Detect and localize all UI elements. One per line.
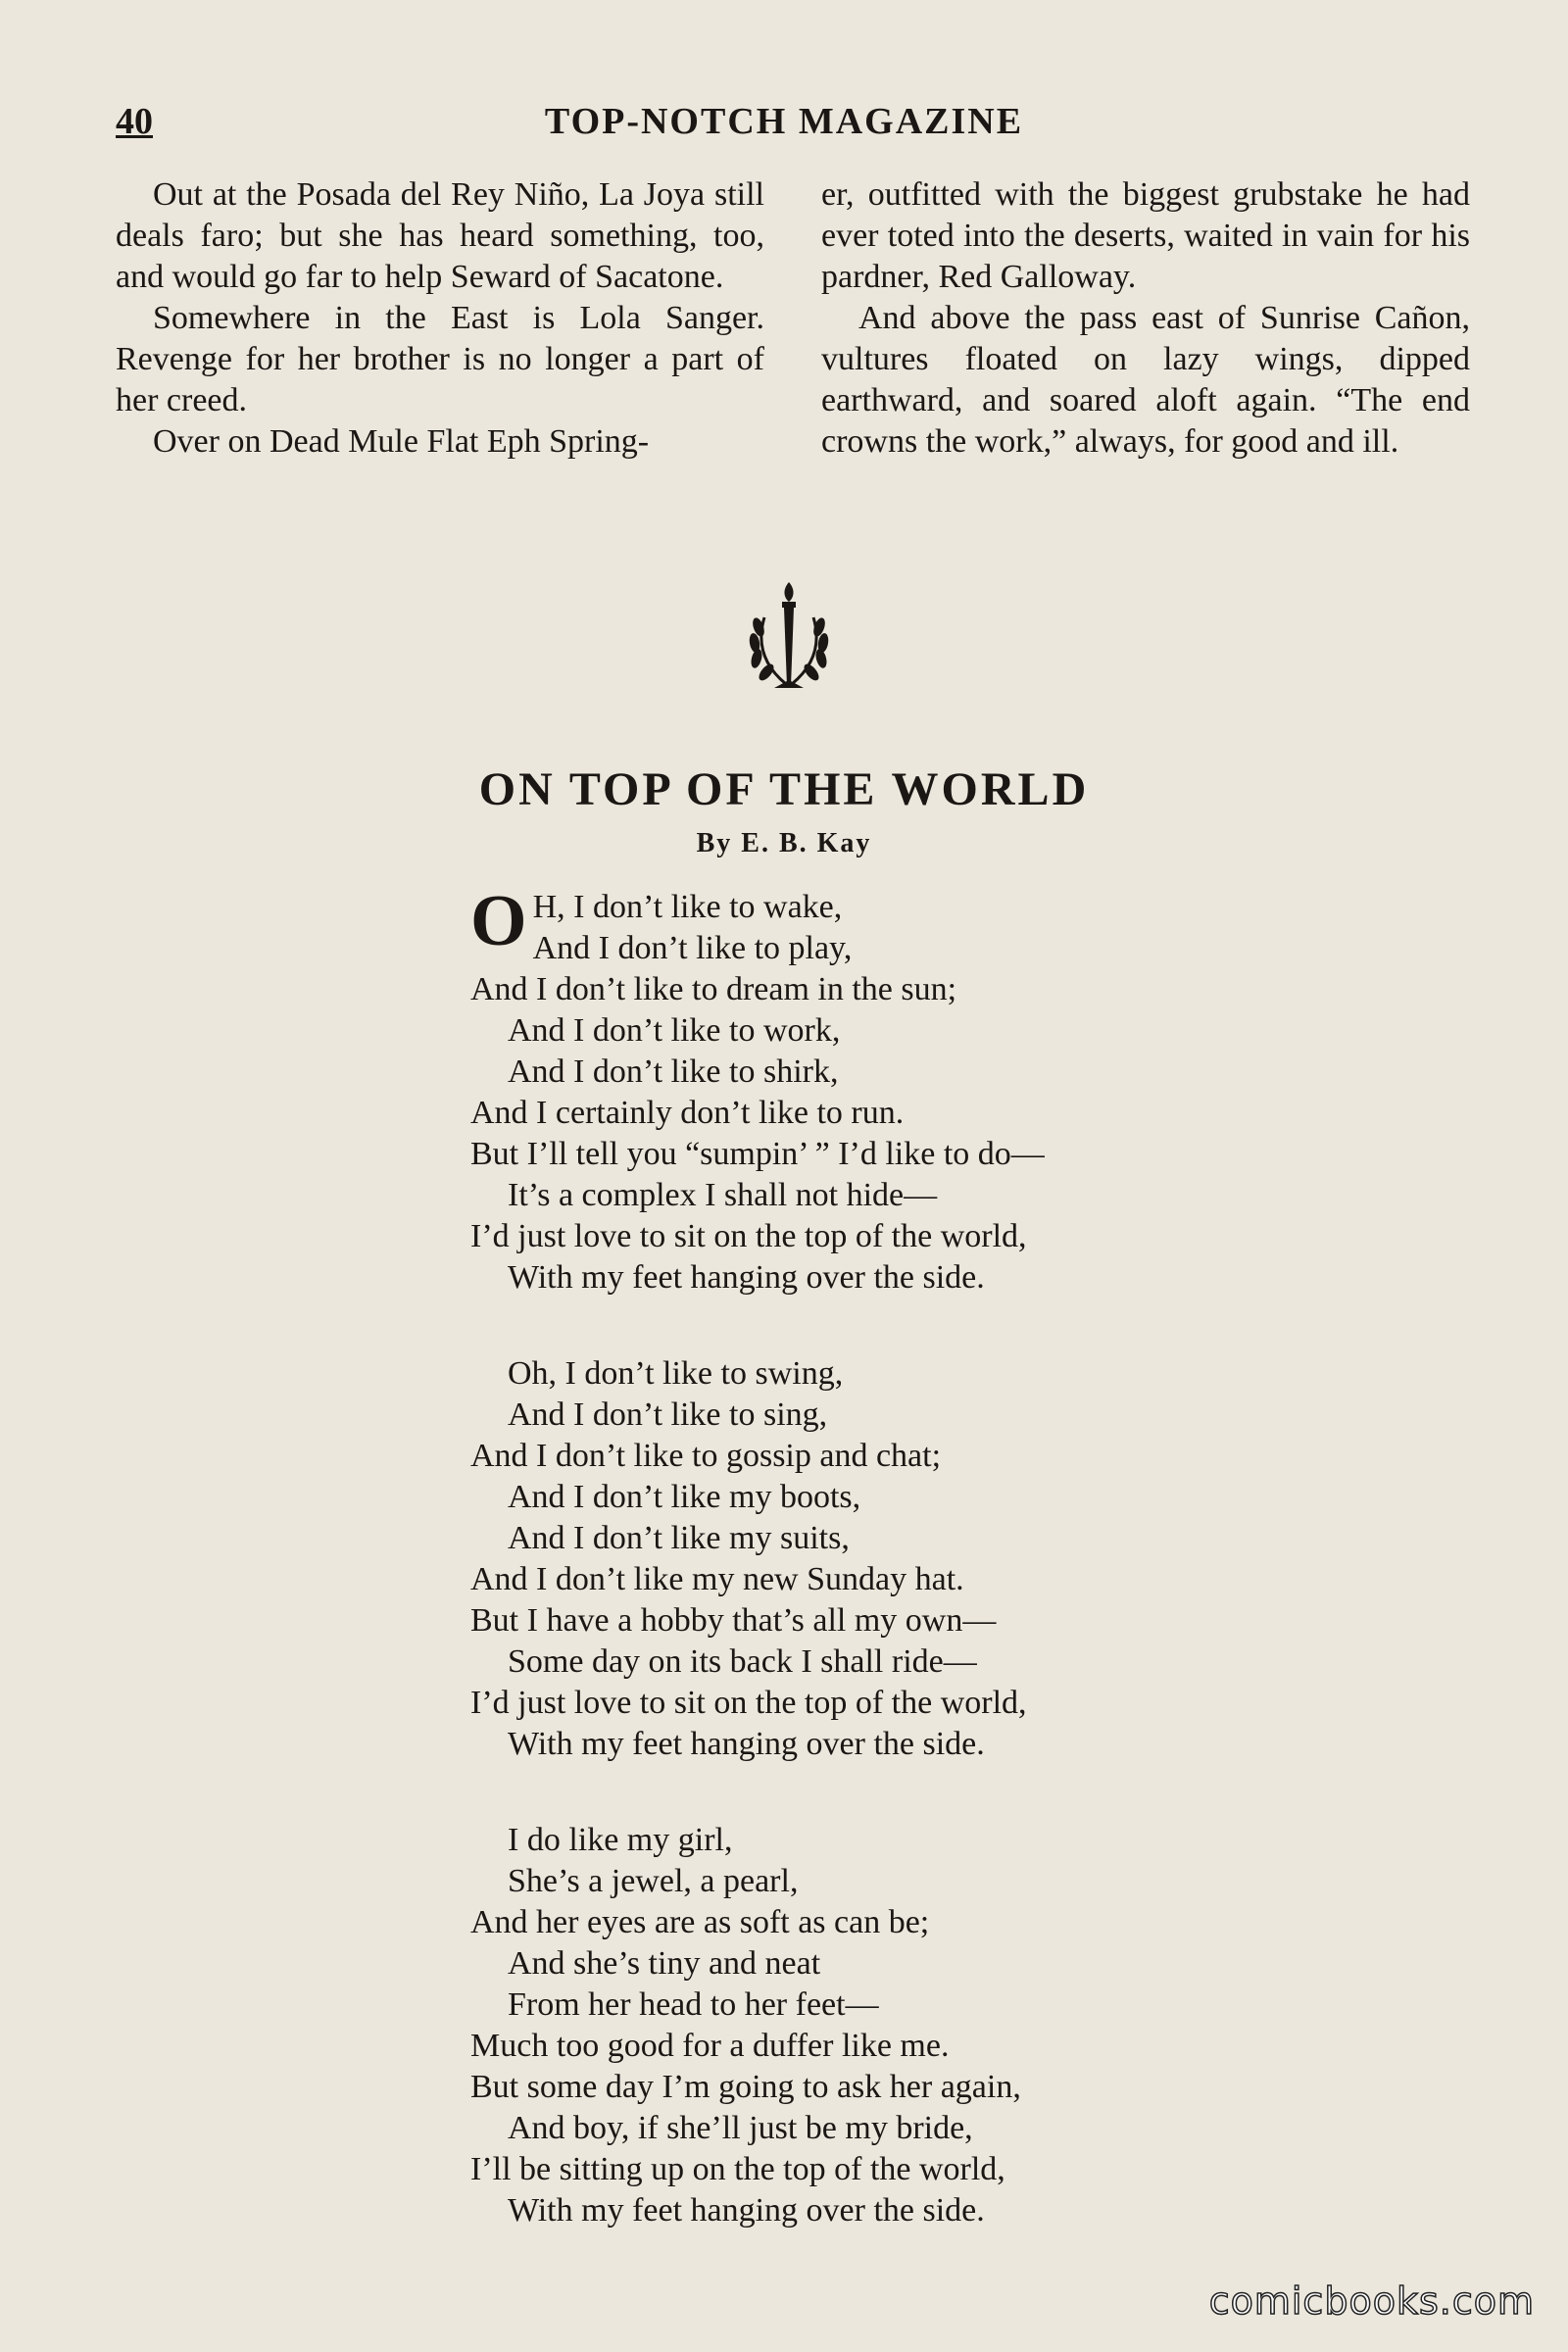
poem-line: I do like my girl,	[508, 1822, 733, 1858]
poem-line: It’s a complex I shall not hide—	[508, 1177, 938, 1213]
poem-line: But some day I’m going to ask her again,	[470, 2069, 1021, 2105]
poem-line: And I don’t like my suits,	[508, 1520, 850, 1556]
poem-line: I’d just love to sit on the top of the world,	[470, 1685, 1027, 1721]
stanza	[470, 1353, 1045, 1765]
poem-line: She’s a jewel, a pearl,	[508, 1863, 799, 1899]
poem-line: I’ll be sitting up on the top of the world,	[470, 2151, 1005, 2187]
poem-byline: By E. B. Kay	[696, 828, 872, 858]
poem-line: And her eyes are as soft as can be;	[470, 1904, 930, 1940]
stanza	[470, 881, 1045, 1298]
poem-line: Some day on its back I shall ride—	[508, 1643, 977, 1680]
running-title: TOP-NOTCH MAGAZINE	[544, 101, 1024, 142]
poem-line: H, I don’t like to wake,	[532, 889, 843, 925]
poem-line: And I don’t like to sing,	[508, 1396, 828, 1433]
poem-line: But I’ll tell you “sumpin’ ” I’d like to do—	[470, 1136, 1045, 1172]
poem-line: From her head to her feet—	[508, 1986, 879, 2023]
poem-line: With my feet hanging over the side.	[508, 2192, 985, 2229]
poem-line: And she’s tiny and neat	[508, 1945, 821, 1982]
story-column-right	[821, 174, 1470, 463]
poem-body	[470, 881, 1045, 2286]
poem-line: But I have a hobby that’s all my own—	[470, 1602, 997, 1639]
poem-line: And I don’t like to gossip and chat;	[470, 1438, 942, 1474]
poem-line: Much too good for a duffer like me.	[470, 2028, 950, 2064]
poem-line: Oh, I don’t like to swing,	[508, 1355, 844, 1392]
poem-line: And I don’t like to play,	[532, 930, 853, 966]
poem-line: And I don’t like my new Sunday hat.	[470, 1561, 964, 1597]
story-column-left	[116, 174, 764, 463]
paragraph: er, outfitted with the biggest grubstake he had ever toted into the deserts, waited in vain for his pardner, Red Galloway.	[821, 176, 1470, 295]
paragraph: Out at the Posada del Rey Niño, La Joya still deals faro; but she has heard something, too, and would go far to help Seward of Sacatone.	[116, 176, 764, 295]
poem-line: And boy, if she’ll just be my bride,	[508, 2110, 973, 2146]
story-conclusion	[116, 174, 1470, 463]
poem-line: With my feet hanging over the side.	[508, 1259, 985, 1296]
poem-line: And I certainly don’t like to run.	[470, 1095, 905, 1131]
poem-line: I’d just love to sit on the top of the world,	[470, 1218, 1027, 1254]
torch-laurel-wreath-icon	[745, 578, 833, 696]
drop-cap: O	[470, 881, 527, 961]
poem-title: ON TOP OF THE WORLD	[478, 763, 1090, 815]
paragraph: Somewhere in the East is Lola Sanger. Revenge for her brother is no longer a part of her creed.	[116, 300, 764, 418]
poem-line: And I don’t like to shirk,	[508, 1054, 839, 1090]
site-watermark: comicbooks.com	[1208, 2279, 1535, 2323]
poem-line: And I don’t like to dream in the sun;	[470, 971, 957, 1007]
poem-line: And I don’t like to work,	[508, 1012, 841, 1049]
paragraph: Over on Dead Mule Flat Eph Spring-	[153, 423, 650, 460]
stanza	[470, 1820, 1045, 2231]
paragraph: And above the pass east of Sunrise Cañon, vultures floated on lazy wings, dipped earthward, and soared aloft again. “The end crowns the work,” always, for good and ill.	[821, 300, 1470, 460]
poem-line: With my feet hanging over the side.	[508, 1726, 985, 1762]
poem-line: And I don’t like my boots,	[508, 1479, 861, 1515]
page-number: 40	[116, 101, 153, 142]
